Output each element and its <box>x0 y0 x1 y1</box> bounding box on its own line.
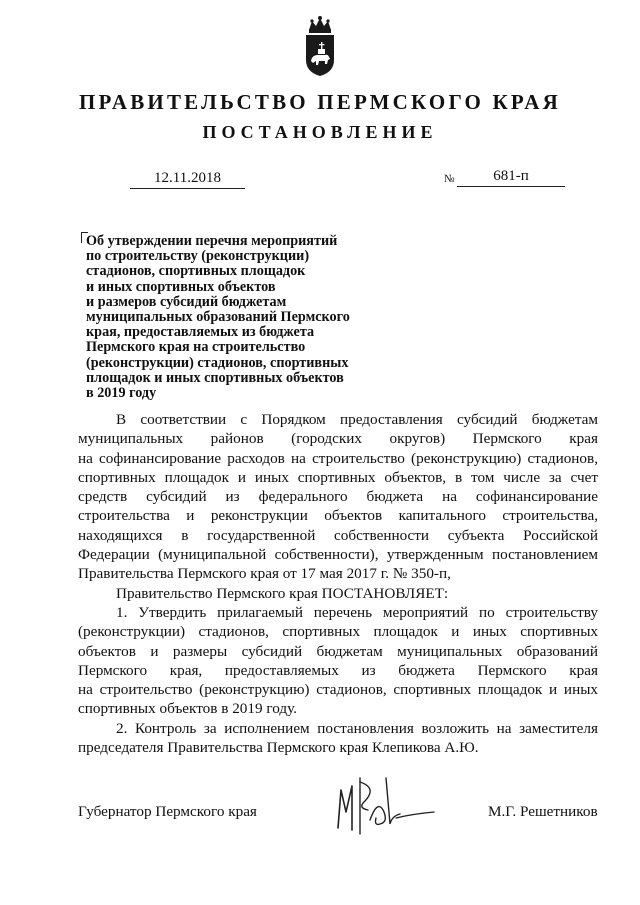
subject-line: стадионов, спортивных площадок <box>86 263 306 280</box>
body-line: Правительство Пермского края ПОСТАНОВЛЯЕТ: <box>116 584 449 602</box>
subject-line: площадок и иных спортивных объектов <box>86 369 344 386</box>
handwritten-signature <box>300 768 450 848</box>
subject-line: муниципальных образований Пермского <box>86 309 350 326</box>
body-line: строительства и реконструкции объектов капитального строительства, <box>78 507 598 525</box>
body-line: спортивных площадок и иных спортивных объектов, в том числе за счет <box>78 468 598 486</box>
body-line: Федерации (муниципальной собственности), утвержденным постановлением <box>78 546 598 564</box>
subject-line: в 2019 году <box>86 385 157 402</box>
body-line: 2. Контроль за исполнением постановления возложить на заместителя <box>116 719 598 737</box>
number-label: № <box>444 173 455 185</box>
document-body <box>78 410 598 757</box>
body-line: (реконструкции) стадионов, спортивных площадок и иных спортивных <box>78 623 598 641</box>
body-line: В соответствии с Порядком предоставления субсидий бюджетам <box>116 411 598 428</box>
subject-line: Пермского края на строительство <box>86 339 306 356</box>
preamble-paragraph <box>78 410 598 584</box>
body-line: председателя Правительства Пермского края Клепикова А.Ю. <box>78 739 479 757</box>
subject-line: края, предоставляемых из бюджета <box>86 324 315 341</box>
body-line: Правительства Пермского края от 17 мая 2017 г. № 350-п, <box>78 565 451 583</box>
subject-line: Об утверждении перечня мероприятий <box>86 233 338 249</box>
document-number: 681-п <box>457 168 565 187</box>
body-line: спортивных объектов в 2019 году. <box>78 700 297 718</box>
document-date: 12.11.2018 <box>130 170 245 189</box>
resolution-paragraph <box>78 584 598 603</box>
document-subject <box>86 234 386 401</box>
body-line: 1. Утвердить прилагаемый перечень мероприятий по строительству <box>116 603 598 621</box>
item-2-paragraph <box>78 719 598 758</box>
subject-line: и размеров субсидий бюджетам <box>86 293 287 310</box>
body-line: на строительство (реконструкцию) стадионов, спортивных площадок и иных <box>78 681 598 699</box>
body-line: на софинансирование расходов на строительство (реконструкцию) стадионов, <box>78 449 598 467</box>
subject-line: (реконструкции) стадионов, спортивных <box>86 354 349 371</box>
subject-line: и иных спортивных объектов <box>86 278 276 295</box>
perm-krai-coat-of-arms-icon <box>300 14 340 78</box>
body-line: находящихся в государственной собственности субъекта Российской <box>78 526 598 544</box>
signatory-title: Губернатор Пермского края <box>78 803 257 820</box>
body-line: средств субсидий из федерального бюджета на софинансирование <box>78 488 598 506</box>
signatory-name: М.Г. Решетников <box>488 803 598 820</box>
body-line: Пермского края, предоставляемых из бюджета Пермского края <box>78 661 598 679</box>
document-type: ПОСТАНОВЛЕНИЕ <box>202 122 438 142</box>
organization-title: ПРАВИТЕЛЬСТВО ПЕРМСКОГО КРАЯ <box>78 90 561 114</box>
subject-line: по строительству (реконструкции) <box>86 248 310 265</box>
body-line: муниципальных районов (городских округов) Пермского края <box>78 430 598 448</box>
item-1-paragraph <box>78 603 598 719</box>
body-line: объектов и размеры субсидий бюджетам муниципальных образований <box>78 642 598 660</box>
